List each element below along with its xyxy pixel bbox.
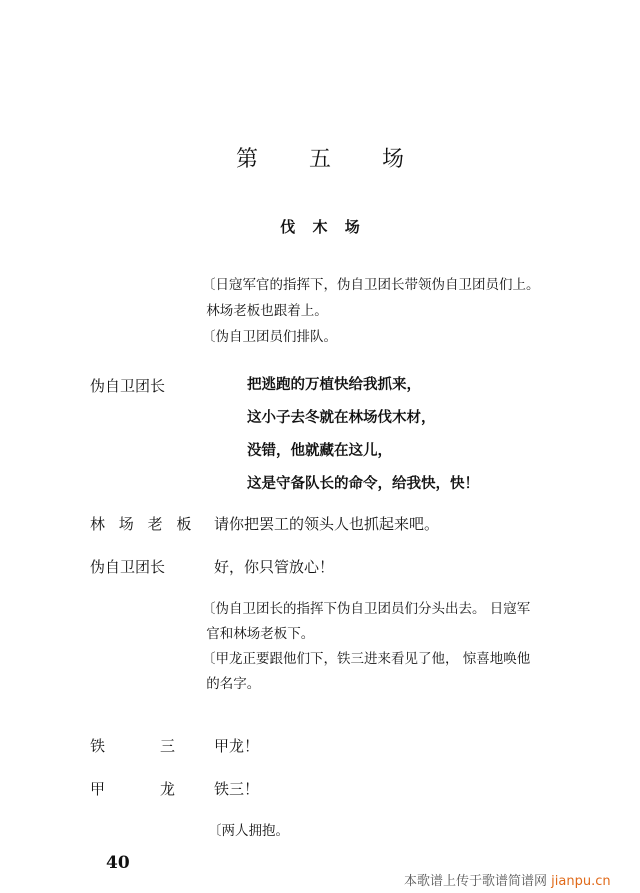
speaker-name-second: 龙	[160, 780, 176, 798]
watermark-domain[interactable]: jianpu.cn	[551, 874, 611, 889]
stage-direction-2	[202, 598, 530, 695]
verse-block	[247, 369, 479, 501]
scene-title-char: 五	[308, 147, 331, 172]
place-title-char: 木	[312, 218, 328, 236]
speaker-name-first: 铁	[90, 737, 106, 755]
dialogue-line: 甲龙！	[214, 737, 260, 755]
verse-line: 没错，他就藏在这儿，	[247, 443, 392, 459]
stage-line: 〔甲龙正要跟他们下，铁三进来看见了他， 惊喜地唤他	[202, 651, 531, 667]
dialogue-line: 请你把罢工的领头人也抓起来吧。	[214, 515, 440, 533]
verse-line: 把逃跑的万植快给我抓来，	[247, 377, 421, 393]
stage-direction-1	[202, 274, 540, 348]
stage-line: 〔伪自卫团长的指挥下伪自卫团员们分头出去。 日寇军	[202, 601, 531, 617]
verse-line: 这小子去冬就在林场伐木材，	[247, 410, 436, 426]
speaker-name: 伪自卫团长	[90, 377, 166, 395]
page-number: 40	[106, 853, 130, 873]
place-title-char: 场	[344, 218, 360, 236]
stage-line: 官和林场老板下。	[202, 626, 315, 642]
dialogue-line: 铁三！	[214, 780, 260, 798]
speaker-name: 伪自卫团长	[90, 558, 166, 576]
scene-title-char: 第	[235, 147, 258, 172]
watermark-text: 本歌谱上传于歌谱简谱网	[404, 874, 548, 889]
stage-line: 的名字。	[202, 676, 261, 692]
stage-direction-3: 〔两人拥抱。	[208, 823, 289, 839]
stage-line: 〔伪自卫团员们排队。	[202, 329, 337, 345]
scene-title-char: 场	[382, 147, 405, 172]
stage-line: 林场老板也跟着上。	[202, 303, 328, 319]
speaker-name: 林 场 老 板	[90, 515, 192, 533]
stage-line: 〔日寇军官的指挥下，伪自卫团长带领伪自卫团员们上。	[202, 277, 540, 293]
speaker-name-first: 甲	[90, 780, 106, 798]
place-title	[0, 216, 640, 237]
dialogue-line: 好，你只管放心！	[214, 558, 335, 576]
verse-line: 这是守备队长的命令，给我快，快！	[247, 476, 479, 492]
scene-title	[0, 142, 640, 173]
place-title-char: 伐	[280, 218, 296, 236]
watermark	[404, 870, 611, 889]
speaker-name-second: 三	[160, 737, 176, 755]
